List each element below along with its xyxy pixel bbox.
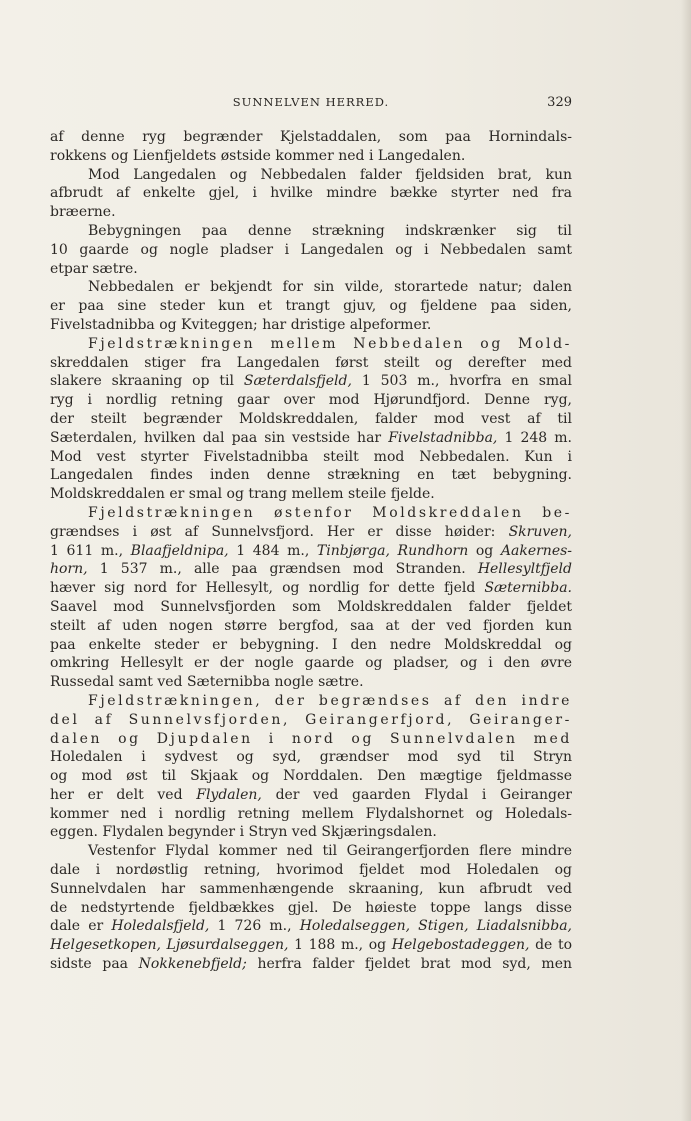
text-line: bræerne.: [50, 204, 116, 221]
text-line: kommer ned i nordlig retning mellem Flydalshornet og Holedals-: [50, 805, 572, 822]
text-line: grændses i øst af Sunnelvsfjord. Her er disse høider: Skruven,: [50, 523, 572, 540]
text-line: Helgesetkopen, Ljøsurdalseggen, 1 188 m., og Helgebostadeggen, de to: [50, 937, 572, 954]
text-line: Holedalen i sydvest og syd, grændser mod syd til Stryn: [50, 749, 572, 766]
text-line: paa enkelte steder er bebygning. I den nedre Moldskreddal og: [50, 636, 572, 653]
text-line: etpar sætre.: [50, 260, 138, 277]
text-line: Fivelstadnibba og Kviteggen; har dristige alpeformer.: [50, 316, 432, 333]
text-line: Fjeldstrækningen østenfor Moldskreddalen be-: [88, 504, 572, 521]
text-line: skreddalen stiger fra Langedalen først steilt og derefter med: [50, 354, 572, 371]
text-line: Moldskreddalen er smal og trang mellem steile fjelde.: [50, 486, 435, 503]
text-line: rokkens og Lienfjeldets østside kommer ned i Langedalen.: [50, 147, 466, 164]
text-line: de nedstyrtende fjeldbækkes gjel. De høieste toppe langs disse: [50, 899, 572, 916]
text-line: Bebygningen paa denne strækning indskrænker sig til: [88, 222, 572, 239]
text-line: Nebbedalen er bekjendt for sin vilde, storartede natur; dalen: [88, 279, 572, 296]
text-line: Mod Langedalen og Nebbedalen falder fjeldsiden brat, kun: [88, 166, 572, 183]
text-line: del af Sunnelvsfjorden, Geirangerfjord, Geiranger-: [50, 711, 572, 728]
page-number: 329: [547, 95, 572, 110]
text-line: Russedal samt ved Sæternibba nogle sætre.: [50, 674, 364, 691]
text-line: ryg i nordlig retning gaar over mod Hjørundfjord. Denne ryg,: [50, 392, 572, 409]
text-line: og mod øst til Skjaak og Norddalen. Den mægtige fjeldmasse: [50, 768, 572, 785]
text-line: her er delt ved Flydalen, der ved gaarden Flydal i Geiranger: [50, 786, 572, 803]
text-line: hæver sig nord for Hellesylt, og nordlig for dette fjeld Sæternibba.: [50, 580, 572, 597]
text-line: horn, 1 537 m., alle paa grændsen mod Stranden. Hellesyltfjeld: [50, 561, 572, 578]
text-line: Vestenfor Flydal kommer ned til Geirangerfjorden flere mindre: [88, 843, 572, 860]
text-line: er paa sine steder kun et trangt gjuv, og fjeldene paa siden,: [50, 298, 572, 315]
text-line: slakere skraaning op til Sæterdalsfjeld, 1 503 m., hvorfra en smal: [50, 373, 572, 390]
text-line: Sunnelvdalen har sammenhængende skraaning, kun afbrudt ved: [50, 880, 572, 897]
text-line: afbrudt af enkelte gjel, i hvilke mindre bække styrter ned fra: [50, 185, 572, 202]
running-title: SUNNELVEN HERRED.: [232, 95, 390, 109]
text-line: dalen og Djupdalen i nord og Sunnelvdalen med: [50, 730, 572, 747]
text-line: Saavel mod Sunnelvsfjorden som Moldskreddalen falder fjeldet: [50, 598, 572, 615]
text-line: omkring Hellesylt er der nogle gaarde og pladser, og i den øvre: [50, 655, 572, 672]
text-line: eggen. Flydalen begynder i Stryn ved Skjæringsdalen.: [50, 824, 437, 841]
text-line: dale i nordøstlig retning, hvorimod fjeldet mod Holedalen og: [50, 862, 572, 879]
text-line: 10 gaarde og nogle pladser i Langedalen og i Nebbedalen samt: [50, 241, 572, 258]
page-body: [50, 128, 572, 974]
text-line: der steilt begrænder Moldskreddalen, falder mod vest af til: [50, 410, 572, 427]
running-header: [50, 95, 572, 111]
text-line: sidste paa Nokkenebfjeld; herfra falder fjeldet brat mod syd, men: [50, 956, 572, 973]
text-line: Mod vest styrter Fivelstadnibba steilt mod Nebbedalen. Kun i: [50, 448, 572, 465]
text-line: steilt af uden nogen større bergfod, saa at der ved fjorden kun: [50, 617, 572, 634]
text-line: 1 611 m., Blaafjeldnipa, 1 484 m., Tinbjørga, Rundhorn og Aakernes-: [50, 542, 572, 559]
text-line: Sæterdalen, hvilken dal paa sin vestside har Fivelstadnibba, 1 248 m.: [50, 429, 572, 446]
text-line: af denne ryg begrænder Kjelstaddalen, som paa Hornindals-: [50, 129, 572, 145]
page-edge-shadow: [681, 0, 691, 1121]
text-line: Fjeldstrækningen, der begrændses af den indre: [88, 692, 572, 709]
text-line: Langedalen findes inden denne strækning en tæt bebygning.: [50, 467, 572, 484]
text-line: Fjeldstrækningen mellem Nebbedalen og Mold-: [88, 335, 572, 352]
text-line: dale er Holedalsfjeld, 1 726 m., Holedalseggen, Stigen, Liadalsnibba,: [50, 918, 572, 935]
